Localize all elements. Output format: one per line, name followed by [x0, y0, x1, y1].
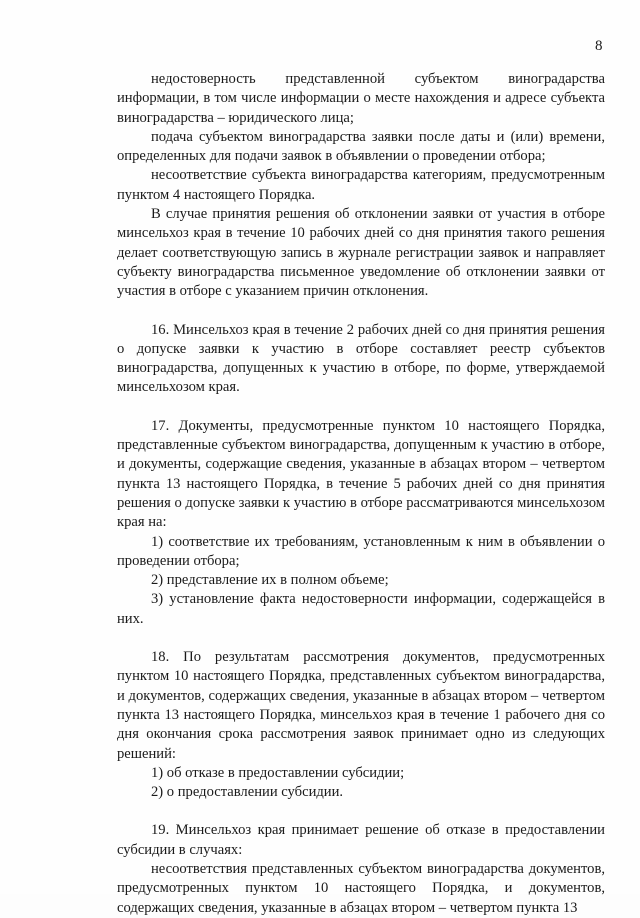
paragraph-gap — [117, 629, 605, 648]
paragraph-item-18-2: 2) о предоставлении субсидии. — [151, 784, 344, 801]
paragraph-item-17-3: 3) установление факта недостоверности информации, содержащейся в них. — [117, 591, 605, 627]
paragraph-rejection-notice: В случае принятия решения об отклонении заявки от участия в отборе минсельхоз края в течение 10 рабочих дней со дня принятия такого решения делает соответствующую запись в журнале регистрации заявок и направляет субъекту виноградарства письменное уведомление об отклонении заявки от участия в отборе с указанием причин отклонения. — [117, 206, 605, 300]
document-body — [117, 70, 605, 918]
paragraph-unreliable-info: недостоверность представленной субъектом виноградарства информации, в том числе информации о месте нахождения и адресе субъекта виноградарства – юридического лица; — [117, 71, 605, 126]
page-number: 8 — [595, 38, 603, 54]
paragraph-late-submission: подача субъектом виноградарства заявки после даты и (или) времени, определенных для подачи заявок в объявлении о проведении отбора; — [117, 128, 605, 165]
paragraph-item-17-2: 2) представление их в полном объеме; — [151, 572, 389, 589]
paragraph-item-18: 18. По результатам рассмотрения документов, предусмотренных пунктом 10 настоящего Порядка, представленных субъектом виноградарства, и документов, содержащих сведения, указанные в абзацах втором – четвертом пункта 13 настоящего Порядка, минсельхоз края в течение 1 рабочего дня со дня окончания срока рассмотрения заявок принимает одно из следующих решений: — [117, 649, 605, 762]
paragraph-gap — [117, 302, 605, 321]
paragraph-item-19: 19. Минсельхоз края принимает решение об отказе в предоставлении субсидии в случаях: — [117, 822, 605, 858]
paragraph-item-18-1: 1) об отказе в предоставлении субсидии; — [151, 764, 405, 781]
paragraph-gap — [117, 398, 605, 417]
paragraph-item-17: 17. Документы, предусмотренные пунктом 10 настоящего Порядка, представленные субъектом виноградарства, допущенным к участию в отборе, и документы, содержащие сведения, указанные в абзацах втором – четвертом пункта 13 настоящего Порядка, в течение 5 рабочих дней со дня принятия решения о допуске заявки к участию в отборе рассматриваются минсельхозом края на: — [117, 417, 606, 531]
paragraph-gap — [117, 802, 605, 821]
paragraph-category-mismatch: несоответствие субъекта виноградарства категориям, предусмотренным пунктом 4 настоящего Порядка. — [117, 167, 605, 203]
paragraph-item-16: 16. Минсельхоз края в течение 2 рабочих дней со дня принятия решения о допуске заявки к участию в отборе составляет реестр субъектов виноградарства, допущенных к участию в отборе, по форме, утверждаемой минсельхозом края. — [117, 321, 605, 396]
paragraph-item-17-1: 1) соответствие их требованиям, установленным к ним в объявлении о проведении отбора; — [117, 533, 605, 569]
paragraph-item-19-mismatch: несоответствия представленных субъектом виноградарства документов, предусмотренных пунктом 10 настоящего Порядка, и документов, содержащих сведения, указанные в абзацах втором – четвертом пункта 13 — [117, 860, 605, 916]
